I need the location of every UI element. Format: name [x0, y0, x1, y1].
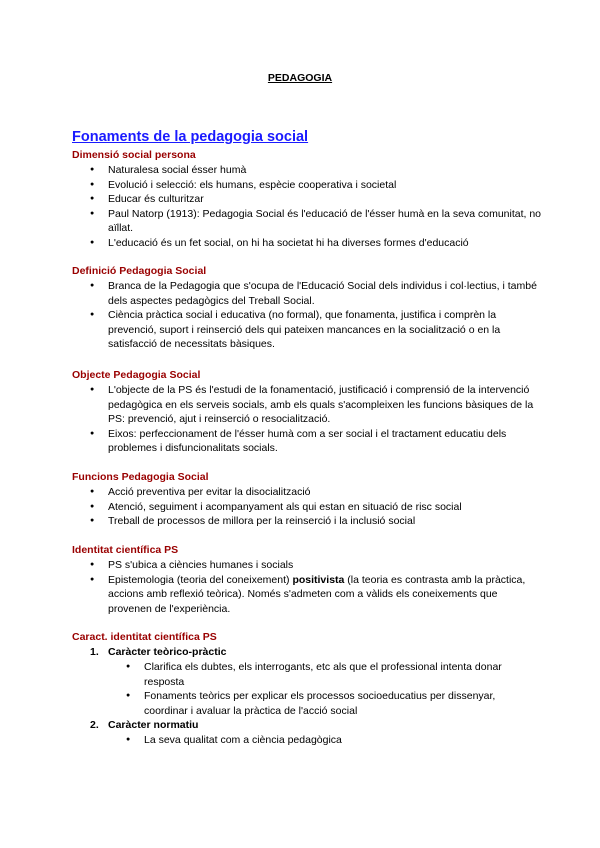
list-item: ● Clarifica els dubtes, els interrogants, etc als que el professional intenta donar resposta [72, 660, 542, 689]
list-item: ● La seva qualitat com a ciència pedagògica [72, 733, 542, 748]
item-number: 1. [90, 646, 99, 658]
subheading: Caract. identitat científica PS [72, 631, 217, 643]
list-item: ● Fonaments teòrics per explicar els processos socioeducatius per dissenyar, coordinar i avaluar la pràctica de l'acció social [72, 689, 542, 718]
item-number: 2. [90, 719, 99, 732]
bold-text: positivista [292, 573, 345, 586]
list-item: ● Treball de processos de millora per la reinserció i la inclusió social [72, 514, 542, 529]
document-title: PEDAGOGIA [267, 72, 333, 84]
section-definicio [72, 264, 542, 352]
list-item: ● Educar és culturitzar [72, 192, 542, 207]
list-item: ● Eixos: perfeccionament de l'ésser humà com a ser social i el tractament educatiu dels problemes i disfuncionalitats socials. [72, 427, 542, 456]
section-objecte [72, 368, 542, 456]
subheading: Definició Pedagogia Social [72, 265, 207, 277]
list-item: ● Naturalesa social ésser humà [72, 163, 542, 178]
list-item [72, 573, 542, 617]
list-item: ● Acció preventiva per evitar la disocialització [72, 485, 542, 500]
text: Epistemologia (teoria del coneixement) [108, 573, 293, 586]
section-funcions [72, 470, 542, 529]
list-item: ● L'educació és un fet social, on hi ha societat hi ha diverses formes d'educació [72, 236, 542, 251]
text: (la teoria es contrasta amb la pràctica, accions amb reflexió teòrica). Només s'admeten com a vàlids els coneixements que provenen de l'experiència. [108, 573, 526, 615]
list-item: ● L'objecte de la PS és l'estudi de la fonamentació, justificació i comprensió de la intervenció pedagògica en els serveis socials, amb els quals s'acompleixen les funcions bàsiques de la PS: prevenció, ajut i reinserció o resocialització. [72, 383, 542, 427]
numbered-item [72, 645, 542, 660]
section-dimensio [72, 148, 542, 251]
list-item: ● Ciència pràctica social i educativa (no formal), que fonamenta, justifica i comprèn la prevenció, suport i reinserció dels qui pateixen mancances en la socialització o en la satisfacció de necessitats bàsiques. [72, 308, 542, 352]
list-item: ● Atenció, seguiment i acompanyament als qui estan en situació de risc social [72, 500, 542, 515]
item-label: Caràcter normatiu [108, 719, 199, 732]
subheading: Funcions Pedagogia Social [72, 471, 209, 483]
item-label: Caràcter teòrico-pràctic [108, 646, 227, 658]
subheading: Objecte Pedagogia Social [72, 369, 201, 381]
list-item: ● Paul Natorp (1913): Pedagogia Social és l'educació de l'ésser humà en la seva comunitat, no aïllat. [72, 207, 542, 236]
list-item: ● Branca de la Pedagogia que s'ocupa de l'Educació Social dels individus i col·lectius, i també dels aspectes pedagògics del Treball Social. [72, 279, 542, 308]
subheading: Dimensió social persona [72, 149, 196, 161]
numbered-item [72, 718, 542, 733]
subheading: Identitat científica PS [72, 544, 179, 556]
section-identitat [72, 543, 542, 616]
section-caracteristiques [72, 630, 542, 748]
list-item: ● Evolució i selecció: els humans, espècie cooperativa i societal [72, 178, 542, 193]
section-heading-link[interactable]: Fonaments de la pedagogia social [72, 129, 309, 145]
list-item: ● PS s'ubica a ciències humanes i socials [72, 558, 542, 573]
